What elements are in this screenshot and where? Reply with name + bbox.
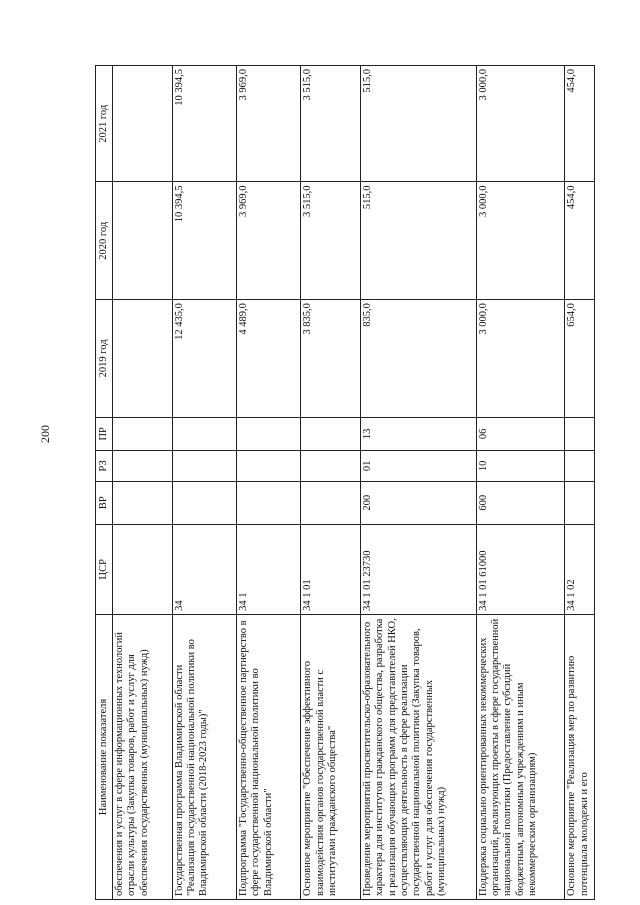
table-row	[301, 66, 361, 900]
cell-vr	[565, 481, 595, 524]
cell-pr	[301, 417, 361, 450]
cell-vr: 200	[361, 481, 477, 524]
table-row	[172, 66, 236, 900]
cell-vr: 600	[476, 481, 565, 524]
cell-name: Поддержка социально ориентированных некоммерческих организаций, реализующих проекты в сфере государственной национальной политики (Предоставление субсидий бюджетным, автономным учреждениям и иным некоммерческим организациям)	[476, 614, 565, 899]
cell-2019: 4 489,0	[237, 300, 301, 418]
header-vr: ВР	[96, 481, 113, 524]
cell-2019	[113, 300, 173, 418]
cell-2019: 835,0	[361, 300, 477, 418]
cell-name: Проведение мероприятий просветительско-образовательного характера для институтов гражданского общества, разработка и реализация обучающих программ для представителей НКО, осуществляющих деятельность в сфере реализации государственной национальной политики (Закупка товаров, работ и услуг для обеспечения государственных (муниципальных) нужд)	[361, 614, 477, 899]
cell-2020: 10 394,5	[172, 182, 236, 300]
cell-vr	[237, 481, 301, 524]
cell-rz	[301, 450, 361, 481]
table-row	[565, 66, 595, 900]
cell-2021	[113, 66, 173, 182]
header-csr: ЦСР	[96, 524, 113, 614]
header-2021: 2021 год	[96, 66, 113, 182]
cell-2019: 654,0	[565, 300, 595, 418]
cell-2021: 3 000,0	[476, 66, 565, 182]
cell-2021: 3 515,0	[301, 66, 361, 182]
cell-rz: 01	[361, 450, 477, 481]
header-2019: 2019 год	[96, 300, 113, 418]
cell-2021: 10 394,5	[172, 66, 236, 182]
cell-2019: 3 835,0	[301, 300, 361, 418]
cell-2021: 515,0	[361, 66, 477, 182]
cell-csr: 34	[172, 524, 236, 614]
cell-pr: 06	[476, 417, 565, 450]
header-pr: ПР	[96, 417, 113, 450]
cell-name: Подпрограмма "Государственно-общественное партнерство в сфере государственной национальной политики во Владимирской области"	[237, 614, 301, 899]
table-row	[237, 66, 301, 900]
cell-2019: 12 435,0	[172, 300, 236, 418]
table-header-row	[96, 66, 113, 900]
cell-rz: 10	[476, 450, 565, 481]
cell-2021: 3 969,0	[237, 66, 301, 182]
cell-rz	[565, 450, 595, 481]
table-row	[113, 66, 173, 900]
cell-name: обеспечения и услуг в сфере информационных технологий отрасли культуры (Закупка товаров, работ и услуг для обеспечения государственных (муниципальных) нужд)	[113, 614, 173, 899]
cell-2020: 3 969,0	[237, 182, 301, 300]
cell-pr	[565, 417, 595, 450]
cell-2020: 3 000,0	[476, 182, 565, 300]
budget-table	[95, 65, 595, 900]
cell-rz	[237, 450, 301, 481]
cell-vr	[172, 481, 236, 524]
cell-2020: 3 515,0	[301, 182, 361, 300]
cell-csr: 34 1 01 23730	[361, 524, 477, 614]
cell-pr	[172, 417, 236, 450]
cell-2020: 515,0	[361, 182, 477, 300]
cell-pr	[113, 417, 173, 450]
header-rz: РЗ	[96, 450, 113, 481]
header-2020: 2020 год	[96, 182, 113, 300]
cell-csr	[113, 524, 173, 614]
cell-csr: 34 1	[237, 524, 301, 614]
cell-name: Основное мероприятие "Реализация мер по развитию потенциала молодежи и его	[565, 614, 595, 899]
cell-2020: 454,0	[565, 182, 595, 300]
cell-pr	[237, 417, 301, 450]
rotated-table-container	[95, 65, 595, 900]
table-row	[476, 66, 565, 900]
cell-2021: 454,0	[565, 66, 595, 182]
header-name: Наименование показателя	[96, 614, 113, 899]
page-number: 200	[38, 425, 52, 443]
cell-name: Государственная программа Владимирской области "Реализация государственной национальной политики во Владимирской области (2018-2023 годы)"	[172, 614, 236, 899]
table-row	[361, 66, 477, 900]
cell-2020	[113, 182, 173, 300]
cell-pr: 13	[361, 417, 477, 450]
cell-rz	[172, 450, 236, 481]
cell-csr: 34 1 01 61000	[476, 524, 565, 614]
cell-name: Основное мероприятие "Обеспечение эффективного взаимодействия органов государственной власти с институтами гражданского общества"	[301, 614, 361, 899]
cell-vr	[301, 481, 361, 524]
cell-csr: 34 1 01	[301, 524, 361, 614]
cell-csr: 34 1 02	[565, 524, 595, 614]
cell-rz	[113, 450, 173, 481]
cell-vr	[113, 481, 173, 524]
cell-2019: 3 000,0	[476, 300, 565, 418]
